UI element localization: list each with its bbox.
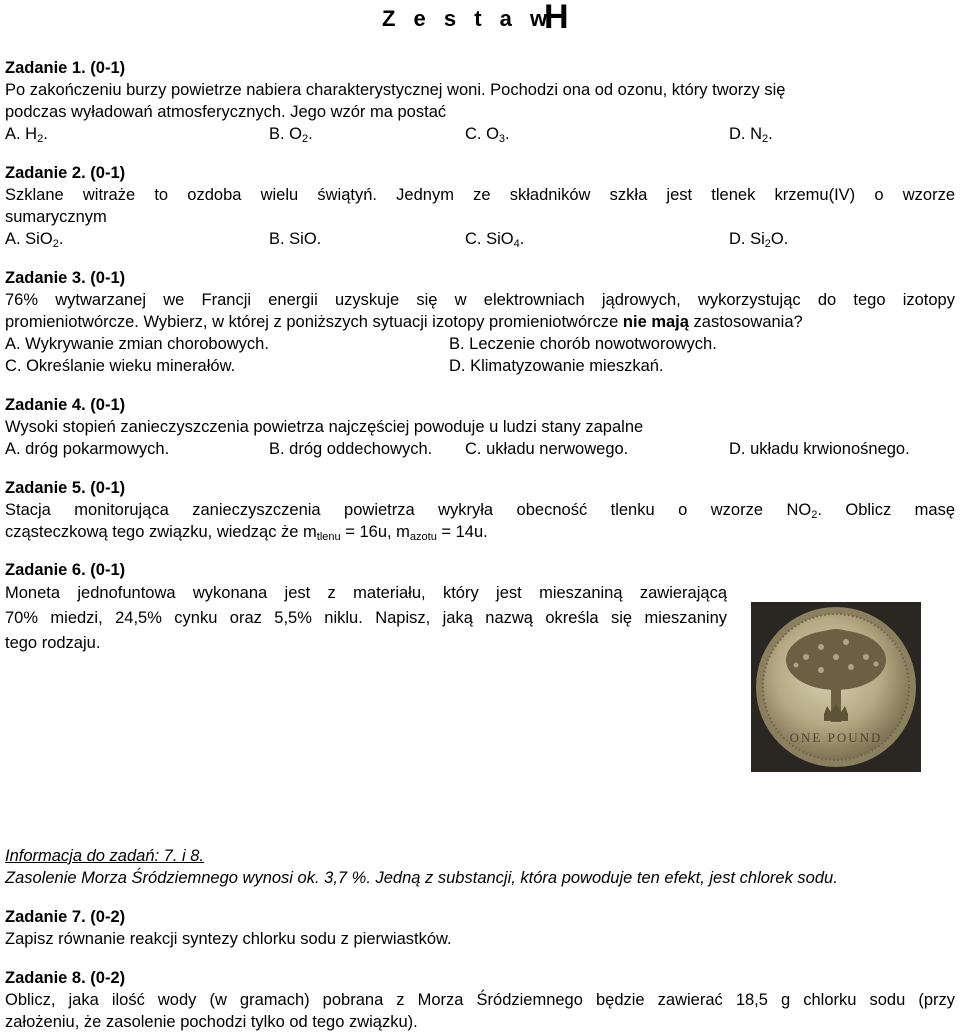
header xyxy=(0,0,960,44)
task-title: Zadanie 8. (0-2) xyxy=(5,969,126,987)
task-text-line: sumarycznym xyxy=(5,208,107,226)
task-text-line: tego rodzaju. xyxy=(5,634,101,652)
task-text-line: cząsteczkową tego związku, wiedząc że $m_{tlenu} = 16u$, $m_{azotu} = 14u$. xyxy=(5,523,488,543)
task-text-line: Wysoki stopień zanieczyszczenia powietrza najczęściej powoduje u ludzi stany zapalne xyxy=(5,418,644,436)
option-c[interactable]: C. układu nerwowego. xyxy=(465,440,629,458)
set-title: Z e s t a w xyxy=(382,6,554,31)
task-text-line: promieniotwórcze. Wybierz, w której z poniższych sytuacji izotopy promieniotwórcze nie mają zastosowania? xyxy=(5,313,803,331)
task-title: Zadanie 6. (0-1) xyxy=(5,561,126,579)
option-d[interactable]: D. $Si_2O$. xyxy=(729,230,789,250)
task-title: Zadanie 1. (0-1) xyxy=(5,59,126,77)
info-block xyxy=(5,845,955,889)
option-b[interactable]: B. SiO. xyxy=(269,230,322,248)
info-title: Informacja do zadań: 7. i 8. xyxy=(5,847,205,865)
task-text-line: Stacja monitorująca zanieczyszczenia powietrza wykryła obecność tlenku o wzorze $NO_2$. Oblicz masę xyxy=(5,501,955,521)
option-b[interactable]: B. Leczenie chorób nowotworowych. xyxy=(449,335,717,353)
set-letter: H xyxy=(544,0,569,36)
task-8 xyxy=(5,967,955,1033)
task-2 xyxy=(5,162,955,250)
emphasis-text: nie mają xyxy=(622,313,689,331)
task-1 xyxy=(5,57,955,145)
task-text-line: podczas wyładowań atmosferycznych. Jego wzór ma postać xyxy=(5,103,447,121)
answer-options xyxy=(5,123,955,145)
task-6-text xyxy=(5,581,727,656)
answer-options xyxy=(5,438,955,460)
option-d[interactable]: D. Klimatyzowanie mieszkań. xyxy=(449,357,664,375)
answer-options xyxy=(5,333,955,355)
task-text-line: Szklane witraże to ozdoba wielu świątyń. Jednym ze składników szkła jest tlenek krzemu(IV) o wzorze xyxy=(5,186,955,204)
task-text-line: Zapisz równanie reakcji syntezy chlorku sodu z pierwiastków. xyxy=(5,930,452,948)
option-a[interactable]: A. SiO$_2$. xyxy=(5,230,64,250)
task-3 xyxy=(5,267,955,377)
answer-options xyxy=(5,355,955,377)
task-title: Zadanie 3. (0-1) xyxy=(5,269,126,287)
task-title: Zadanie 2. (0-1) xyxy=(5,164,126,182)
coin-inscription: ONE POUND xyxy=(789,730,883,745)
option-a[interactable]: A. Wykrywanie zmian chorobowych. xyxy=(5,335,269,353)
task-title: Zadanie 7. (0-2) xyxy=(5,908,126,926)
task-text-line: Moneta jednofuntowa wykonana jest z materiału, który jest mieszaniną zawierającą xyxy=(5,584,727,602)
option-c[interactable]: C. $O_3$. xyxy=(465,125,510,145)
one-pound-coin-image xyxy=(751,602,921,772)
task-title: Zadanie 5. (0-1) xyxy=(5,479,126,497)
task-6 xyxy=(5,559,955,749)
task-title: Zadanie 4. (0-1) xyxy=(5,396,126,414)
task-text-line: 76% wytwarzanej we Francji energii uzyskuje się w elektrowniach jądrowych, wykorzystując do tego izotopy xyxy=(5,291,955,309)
option-b[interactable]: B. $O_2$. xyxy=(269,125,313,145)
option-c[interactable]: C. Określanie wieku minerałów. xyxy=(5,357,236,375)
task-5 xyxy=(5,477,955,543)
task-text-line: założeniu, że zasolenie pochodzi tylko od tego związku). xyxy=(5,1013,418,1031)
task-4 xyxy=(5,394,955,460)
option-d[interactable]: D. układu krwionośnego. xyxy=(729,440,910,458)
option-a[interactable]: A. $H_2$. xyxy=(5,125,48,145)
task-6-body xyxy=(5,581,955,749)
info-text: Zasolenie Morza Śródziemnego wynosi ok. 3,7 %. Jedną z substancji, która powoduje ten efekt, jest chlorek sodu. xyxy=(5,869,838,887)
option-b[interactable]: B. dróg oddechowych. xyxy=(269,440,433,458)
option-c[interactable]: C. SiO$_4$. xyxy=(465,230,525,250)
task-text-line: Oblicz, jaka ilość wody (w gramach) pobrana z Morza Śródziemnego będzie zawierać 18,5 g chlorku sodu (przy xyxy=(5,991,955,1009)
answer-options xyxy=(5,228,955,250)
task-text-line: 70% miedzi, 24,5% cynku oraz 5,5% niklu. Napisz, jaką nazwą określa się mieszaniny xyxy=(5,609,727,627)
task-7 xyxy=(5,906,955,950)
option-d[interactable]: D. $N_2$. xyxy=(729,125,773,145)
task-text-line: Po zakończeniu burzy powietrze nabiera charakterystycznej woni. Pochodzi ona od ozonu, który tworzy się xyxy=(5,81,786,99)
document-body xyxy=(5,57,955,1033)
option-a[interactable]: A. dróg pokarmowych. xyxy=(5,440,170,458)
